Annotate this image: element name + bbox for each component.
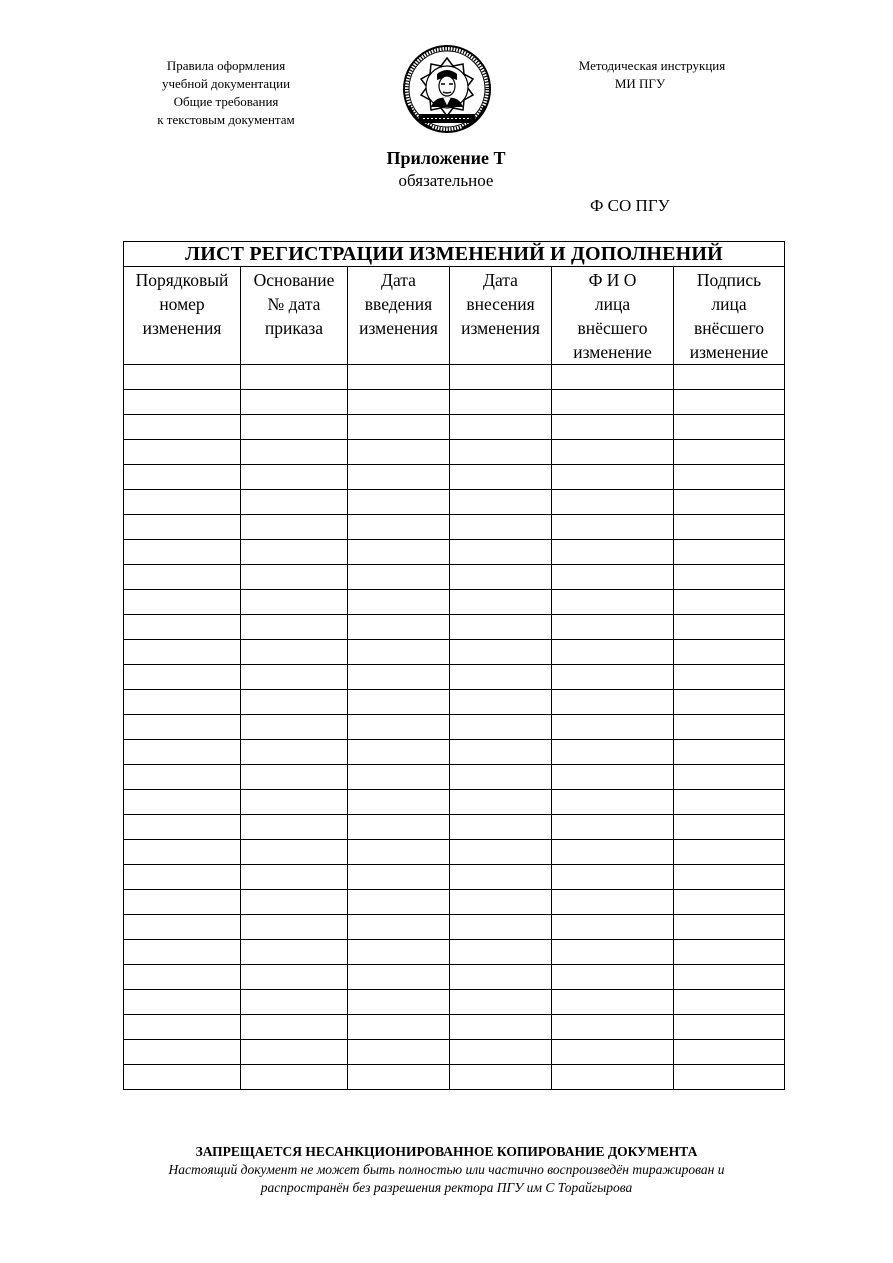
- column-header-line: Дата: [381, 270, 416, 290]
- table-cell: [552, 690, 674, 715]
- table-cell: [450, 1040, 552, 1065]
- column-header-line: внёсшего: [577, 318, 648, 338]
- table-cell: [450, 365, 552, 390]
- table-cell: [674, 565, 785, 590]
- table-cell: [124, 490, 241, 515]
- table-cell: [552, 865, 674, 890]
- table-cell: [450, 665, 552, 690]
- table-cell: [348, 715, 450, 740]
- table-cell: [241, 1015, 348, 1040]
- table-cell: [348, 740, 450, 765]
- table-cell: [241, 440, 348, 465]
- table-row: [124, 1065, 785, 1090]
- table-cell: [674, 590, 785, 615]
- table-cell: [674, 865, 785, 890]
- table-cell: [674, 765, 785, 790]
- header-left-line: Правила оформления: [166, 58, 286, 73]
- table-cell: [674, 740, 785, 765]
- copy-note-line: Настоящий документ не может быть полностью или частично воспроизведён тиражирован и: [168, 1162, 725, 1177]
- table-cell: [552, 765, 674, 790]
- column-header-line: Подпись: [696, 270, 762, 290]
- table-cell: [348, 1065, 450, 1090]
- table-cell: [124, 515, 241, 540]
- table-cell: [348, 940, 450, 965]
- table-cell: [450, 990, 552, 1015]
- table-cell: [552, 365, 674, 390]
- table-cell: [552, 615, 674, 640]
- table-cell: [348, 915, 450, 940]
- table-cell: [450, 590, 552, 615]
- table-cell: [674, 640, 785, 665]
- table-cell: [450, 440, 552, 465]
- header-left-line: Общие требования: [173, 94, 279, 109]
- table-row: [124, 640, 785, 665]
- table-cell: [241, 815, 348, 840]
- table-cell: [124, 640, 241, 665]
- table-cell: [241, 915, 348, 940]
- table-cell: [552, 740, 674, 765]
- table-cell: [348, 665, 450, 690]
- table-row: [124, 540, 785, 565]
- table-cell: [674, 915, 785, 940]
- table-row: [124, 590, 785, 615]
- table-cell: [450, 1015, 552, 1040]
- table-cell: [124, 615, 241, 640]
- table-cell: [552, 940, 674, 965]
- table-cell: [241, 490, 348, 515]
- table-row: [124, 390, 785, 415]
- table-header-row: [124, 267, 785, 365]
- table-cell: [241, 640, 348, 665]
- table-cell: [450, 690, 552, 715]
- table-cell: [348, 840, 450, 865]
- table-title: ЛИСТ РЕГИСТРАЦИИ ИЗМЕНЕНИЙ И ДОПОЛНЕНИЙ: [124, 242, 785, 267]
- table-row: [124, 740, 785, 765]
- table-cell: [552, 390, 674, 415]
- table-row: [124, 690, 785, 715]
- table-cell: [124, 365, 241, 390]
- copy-note-line: распространён без разрешения ректора ПГУ им С Торайгырова: [260, 1180, 633, 1195]
- table-cell: [124, 565, 241, 590]
- table-cell: [450, 965, 552, 990]
- column-header-line: изменения: [142, 318, 222, 338]
- table-cell: [674, 1015, 785, 1040]
- table-cell: [552, 1065, 674, 1090]
- table-cell: [674, 965, 785, 990]
- table-cell: [450, 840, 552, 865]
- table-row: [124, 1015, 785, 1040]
- table-cell: [124, 915, 241, 940]
- header-document-title: [118, 57, 334, 129]
- table-cell: [124, 715, 241, 740]
- table-cell: [450, 890, 552, 915]
- column-header-line: номер: [159, 294, 205, 314]
- table-cell: [552, 990, 674, 1015]
- table-row: [124, 565, 785, 590]
- table-cell: [348, 765, 450, 790]
- table-cell: [124, 890, 241, 915]
- column-header: [124, 267, 241, 365]
- table-cell: [241, 990, 348, 1015]
- column-header-line: изменения: [359, 318, 438, 338]
- table-cell: [674, 365, 785, 390]
- header-left-line: к текстовым документам: [157, 112, 295, 127]
- column-header-line: изменение: [689, 342, 769, 362]
- table-cell: [124, 690, 241, 715]
- table-cell: [450, 1065, 552, 1090]
- table-cell: [348, 690, 450, 715]
- table-cell: [450, 515, 552, 540]
- table-cell: [348, 465, 450, 490]
- change-registration-table: [123, 241, 785, 1090]
- header-left-line: учебной документации: [161, 76, 291, 91]
- table-cell: [674, 815, 785, 840]
- table-cell: [674, 715, 785, 740]
- table-cell: [348, 415, 450, 440]
- table-cell: [552, 890, 674, 915]
- column-header-line: лица: [711, 294, 747, 314]
- table-cell: [124, 765, 241, 790]
- table-cell: [450, 540, 552, 565]
- table-row: [124, 990, 785, 1015]
- column-header-line: введения: [364, 294, 433, 314]
- table-cell: [124, 590, 241, 615]
- table-cell: [124, 965, 241, 990]
- table-cell: [241, 615, 348, 640]
- table-cell: [450, 790, 552, 815]
- table-cell: [124, 865, 241, 890]
- column-header-line: Дата: [483, 270, 518, 290]
- table-row: [124, 490, 785, 515]
- table-cell: [674, 790, 785, 815]
- table-cell: [674, 415, 785, 440]
- column-header-line: приказа: [264, 318, 324, 338]
- table-cell: [674, 515, 785, 540]
- table-cell: [124, 415, 241, 440]
- column-header-line: внёсшего: [694, 318, 764, 338]
- table-cell: [348, 390, 450, 415]
- table-cell: [348, 1015, 450, 1040]
- table-cell: [241, 715, 348, 740]
- header-right-line: МИ ПГУ: [614, 76, 666, 91]
- header-instruction: [552, 57, 752, 93]
- table-cell: [450, 865, 552, 890]
- table-cell: [552, 565, 674, 590]
- table-row: [124, 790, 785, 815]
- table-row: [124, 815, 785, 840]
- column-header: [450, 267, 552, 365]
- header-right-line: Методическая инструкция: [578, 58, 726, 73]
- table-cell: [124, 790, 241, 815]
- table-row: [124, 715, 785, 740]
- table-cell: [674, 440, 785, 465]
- table-cell: [450, 815, 552, 840]
- table-cell: [450, 565, 552, 590]
- table-cell: [241, 890, 348, 915]
- table-cell: [552, 790, 674, 815]
- column-header-line: внесения: [466, 294, 535, 314]
- table-cell: [348, 865, 450, 890]
- table-cell: [674, 990, 785, 1015]
- table-cell: [450, 615, 552, 640]
- table-cell: [241, 690, 348, 715]
- table-row: [124, 415, 785, 440]
- table-cell: [450, 640, 552, 665]
- column-header-line: Ф И О: [588, 270, 637, 290]
- table-cell: [348, 965, 450, 990]
- table-cell: [241, 790, 348, 815]
- table-cell: [674, 665, 785, 690]
- table-row: [124, 515, 785, 540]
- table-cell: [552, 640, 674, 665]
- copy-warning: ЗАПРЕЩАЕТСЯ НЕСАНКЦИОНИРОВАННОЕ КОПИРОВАНИЕ ДОКУМЕНТА: [195, 1144, 698, 1159]
- table-cell: [241, 740, 348, 765]
- table-cell: [552, 840, 674, 865]
- table-cell: [241, 765, 348, 790]
- table-cell: [552, 490, 674, 515]
- table-cell: [124, 665, 241, 690]
- table-cell: [241, 415, 348, 440]
- table-cell: [552, 590, 674, 615]
- table-cell: [552, 515, 674, 540]
- table-cell: [241, 665, 348, 690]
- table-cell: [241, 590, 348, 615]
- table-cell: [450, 465, 552, 490]
- table-cell: [124, 465, 241, 490]
- table-cell: [348, 990, 450, 1015]
- table-cell: [348, 640, 450, 665]
- table-cell: [241, 1065, 348, 1090]
- table-cell: [124, 390, 241, 415]
- column-header-line: лица: [594, 294, 631, 314]
- table-row: [124, 615, 785, 640]
- table-cell: [450, 915, 552, 940]
- table-cell: [674, 840, 785, 865]
- table-cell: [552, 965, 674, 990]
- table-cell: [674, 390, 785, 415]
- table-cell: [241, 365, 348, 390]
- table-row: [124, 915, 785, 940]
- table-cell: [241, 565, 348, 590]
- table-cell: [124, 1015, 241, 1040]
- table-cell: [241, 540, 348, 565]
- table-cell: [450, 940, 552, 965]
- table-body: [124, 365, 785, 1090]
- table-cell: [552, 465, 674, 490]
- table-cell: [241, 940, 348, 965]
- table-cell: [674, 940, 785, 965]
- table-cell: [552, 540, 674, 565]
- table-cell: [348, 365, 450, 390]
- column-header-line: изменения: [461, 318, 540, 338]
- table-cell: [674, 465, 785, 490]
- table-cell: [552, 1015, 674, 1040]
- table-cell: [124, 940, 241, 965]
- table-row: [124, 465, 785, 490]
- table-row: [124, 840, 785, 865]
- university-emblem-icon: [401, 44, 493, 134]
- table-row: [124, 365, 785, 390]
- column-header: [674, 267, 785, 365]
- table-cell: [552, 665, 674, 690]
- table-row: [124, 665, 785, 690]
- table-cell: [241, 390, 348, 415]
- table-row: [124, 765, 785, 790]
- table-cell: [241, 965, 348, 990]
- table-cell: [674, 690, 785, 715]
- table-cell: [124, 740, 241, 765]
- table-row: [124, 890, 785, 915]
- table-cell: [124, 1065, 241, 1090]
- table-cell: [348, 440, 450, 465]
- table-cell: [552, 1040, 674, 1065]
- table-cell: [241, 465, 348, 490]
- copy-warning-footer: [100, 1143, 793, 1197]
- table-cell: [450, 715, 552, 740]
- table-cell: [241, 1040, 348, 1065]
- table-cell: [552, 815, 674, 840]
- table-cell: [348, 565, 450, 590]
- column-header: [348, 267, 450, 365]
- table-cell: [348, 890, 450, 915]
- table-cell: [124, 840, 241, 865]
- table-cell: [241, 515, 348, 540]
- column-header: [552, 267, 674, 365]
- table-cell: [450, 390, 552, 415]
- table-cell: [348, 540, 450, 565]
- table-cell: [348, 615, 450, 640]
- table-cell: [124, 540, 241, 565]
- table-row: [124, 965, 785, 990]
- table-cell: [450, 740, 552, 765]
- table-cell: [124, 1040, 241, 1065]
- column-header-line: № дата: [267, 294, 321, 314]
- table-cell: [124, 990, 241, 1015]
- table-cell: [348, 1040, 450, 1065]
- table-cell: [552, 440, 674, 465]
- table-cell: [552, 715, 674, 740]
- column-header: [241, 267, 348, 365]
- table-cell: [241, 840, 348, 865]
- appendix-subtitle: обязательное: [398, 171, 494, 190]
- column-header-line: Основание: [253, 270, 335, 290]
- table-cell: [124, 440, 241, 465]
- table-cell: [450, 415, 552, 440]
- column-header-line: изменение: [573, 342, 652, 362]
- table-cell: [674, 890, 785, 915]
- table-cell: [348, 590, 450, 615]
- table-row: [124, 1040, 785, 1065]
- table-cell: [241, 865, 348, 890]
- table-cell: [450, 490, 552, 515]
- table-cell: [348, 490, 450, 515]
- table-cell: [348, 515, 450, 540]
- table-row: [124, 865, 785, 890]
- form-code: Ф СО ПГУ: [590, 196, 670, 215]
- table-cell: [674, 1040, 785, 1065]
- table-cell: [674, 1065, 785, 1090]
- table-cell: [124, 815, 241, 840]
- appendix-title: Приложение Т: [386, 148, 506, 168]
- column-header-line: Порядковый: [135, 270, 229, 290]
- table-cell: [552, 915, 674, 940]
- table-cell: [552, 415, 674, 440]
- table-cell: [674, 615, 785, 640]
- table-cell: [674, 540, 785, 565]
- table-row: [124, 440, 785, 465]
- table-cell: [348, 790, 450, 815]
- table-cell: [348, 815, 450, 840]
- table-cell: [450, 765, 552, 790]
- table-cell: [674, 490, 785, 515]
- table-row: [124, 940, 785, 965]
